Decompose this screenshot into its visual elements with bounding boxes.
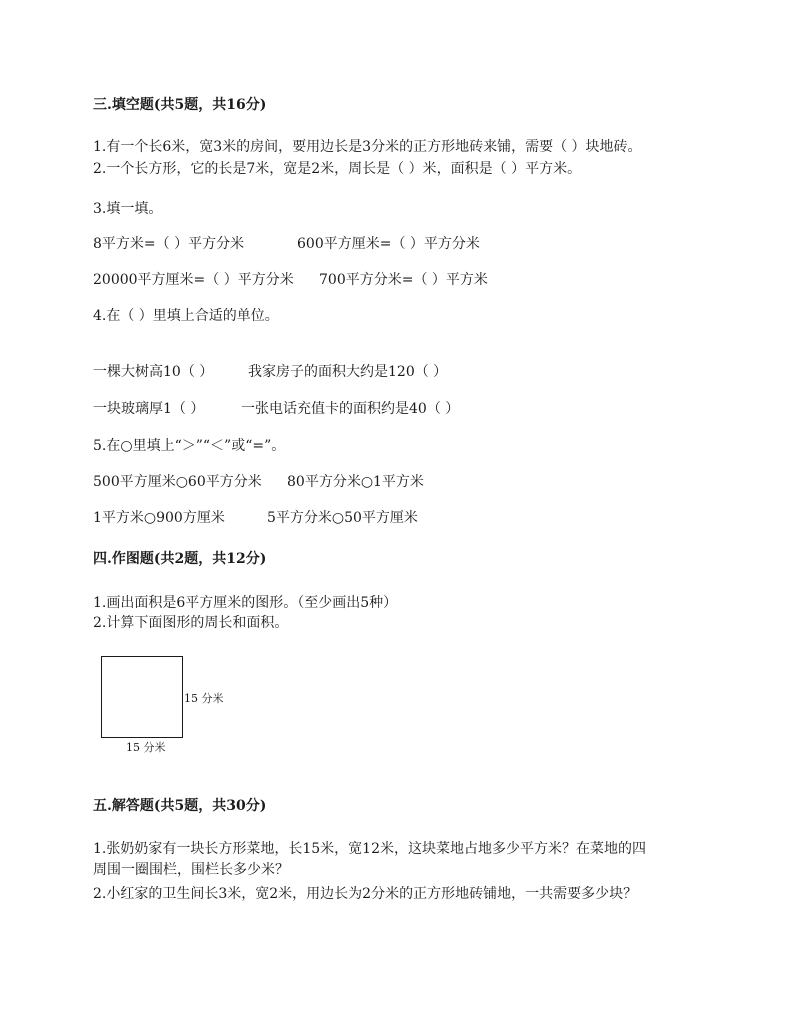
question-3-3-d: 700平方分米=（ ）平方米 [319, 272, 488, 288]
square-side-label-bottom: 15 分米 [126, 741, 166, 754]
question-3-3-b: 600平方厘米=（ ）平方分米 [297, 236, 480, 252]
square-figure [101, 656, 183, 738]
question-3-3-a: 8平方米=（ ）平方分米 [93, 236, 245, 252]
question-3-3-c: 20000平方厘米=（ ）平方分米 [93, 272, 294, 288]
question-3-4: 4.在（ ）里填上合适的单位。 [93, 308, 279, 324]
question-3-3: 3.填一填。 [93, 201, 163, 217]
question-3-4-c: 一块玻璃厚1（ ） [93, 401, 205, 417]
question-3-4-b: 我家房子的面积大约是120（ ） [248, 364, 448, 380]
question-4-2: 2.计算下面图形的周长和面积。 [93, 615, 289, 631]
question-3-1: 1.有一个长6米，宽3米的房间，要用边长是3分米的正方形地砖来铺，需要（ ）块地砖。 [93, 139, 642, 155]
question-3-5: 5.在○里填上“＞”“＜”或“=”。 [93, 438, 286, 454]
question-5-1-line1: 1.张奶奶家有一块长方形菜地，长15米，宽12米，这块菜地占地多少平方米？在菜地的四 [93, 841, 646, 857]
question-3-4-d: 一张电话充值卡的面积约是40（ ） [241, 401, 460, 417]
section4-heading: 四.作图题(共2题，共12分) [93, 551, 267, 567]
question-3-4-a: 一棵大树高10（ ） [93, 364, 214, 380]
square-side-label-right: 15 分米 [184, 692, 224, 705]
question-3-2: 2.一个长方形，它的长是7米，宽是2米，周长是（ ）米，面积是（ ）平方米。 [93, 161, 582, 177]
question-5-2: 2.小红家的卫生间长3米，宽2米，用边长为2分米的正方形地砖铺地，一共需要多少块？ [93, 886, 638, 902]
section5-heading: 五.解答题(共5题，共30分) [93, 798, 267, 814]
question-3-5-a: 500平方厘米○60平方分米 [93, 474, 262, 490]
section3-heading: 三.填空题(共5题，共16分) [93, 97, 267, 113]
question-3-5-b: 80平方分米○1平方米 [287, 474, 424, 490]
question-5-1-line2: 周围一圈围栏，围栏长多少米？ [93, 862, 289, 878]
question-3-5-c: 1平方米○900方厘米 [93, 510, 225, 526]
question-3-5-d: 5平方分米○50平方厘米 [267, 510, 418, 526]
question-4-1: 1.画出面积是6平方厘米的图形。（至少画出5种） [93, 595, 398, 611]
